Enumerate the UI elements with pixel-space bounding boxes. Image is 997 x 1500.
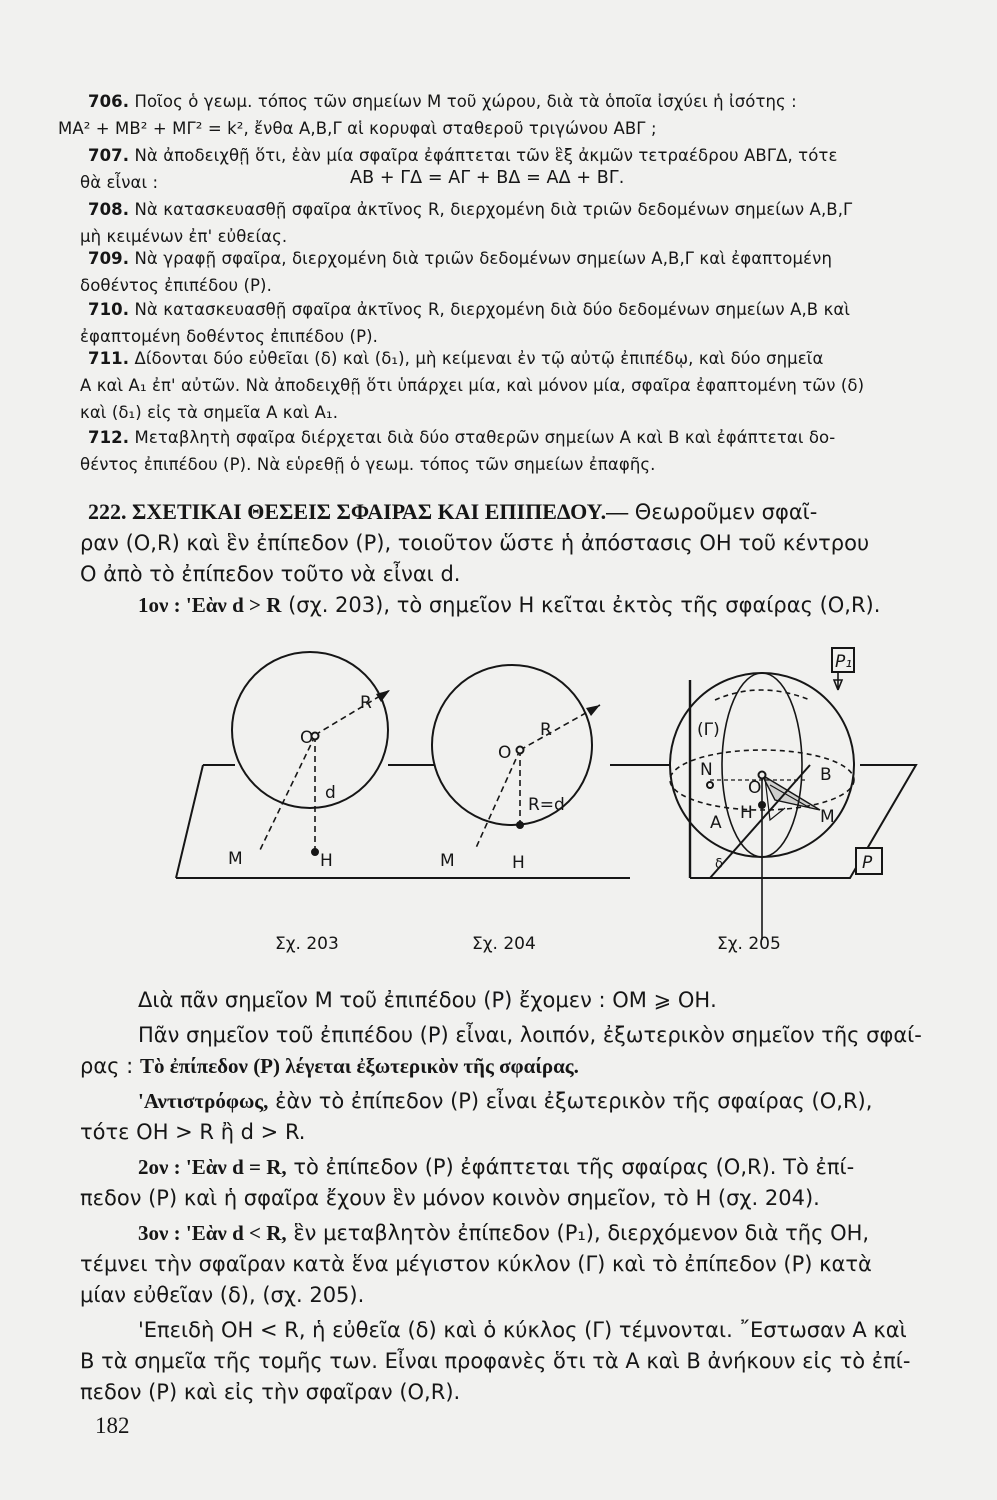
exercise-text: Νὰ κατασκευασθῇ σφαῖρα ἀκτῖνος R, διερχομένη διὰ τριῶν δεδομένων σημείων Α,Β,Γ	[134, 200, 853, 219]
paragraph-text: 'Επειδὴ ΟΗ < R, ἡ εὐθεῖα (δ) καὶ ὁ κύκλος (Γ) τέμνονται. ῎Εστωσαν Α καὶ	[138, 1318, 907, 1342]
fig205-label-p: P	[862, 853, 873, 873]
figure-205	[670, 648, 916, 940]
exercise-text: ἐφαπτομένη δοθέντος ἐπιπέδου (Ρ).	[80, 327, 378, 346]
exercise-number: 707.	[88, 146, 130, 165]
fig203-label-d: d	[325, 783, 336, 803]
paragraph-text: ἓν μεταβλητὸν ἐπίπεδον (Ρ₁), διερχόμενον διὰ τῆς ΟΗ,	[293, 1221, 870, 1245]
radius-arrow-204	[586, 705, 600, 716]
paragraph-text: Ο ἀπὸ τὸ ἐπίπεδον τοῦτο νὰ εἶναι d.	[80, 562, 461, 586]
exercise-text: μὴ κειμένων ἐπ' εὐθείας.	[80, 227, 288, 246]
exercise-text: Ποῖος ὁ γεωμ. τόπος τῶν σημείων Μ τοῦ χώρου, διὰ τὰ ὁποῖα ἰσχύει ἡ ἰσότης :	[134, 92, 797, 111]
paragraph-text: Θεωροῦμεν σφαῖ-	[634, 500, 818, 524]
fig204-label-h: H	[512, 853, 525, 873]
sphere-204	[432, 665, 592, 825]
exercise-text: θέντος ἐπιπέδου (Ρ). Νὰ εὑρεθῇ ὁ γεωμ. τόπος τῶν σημείων ἐπαφῆς.	[80, 455, 656, 474]
paragraph-text: Πᾶν σημεῖον τοῦ ἐπιπέδου (Ρ) εἶναι, λοιπόν, ἐξωτερικὸν σημεῖον τῆς σφαί-	[138, 1023, 922, 1047]
exercise-text: ΜΑ² + ΜΒ² + ΜΓ² = k², ἔνθα Α,Β,Γ αἱ κορυφαὶ σταθεροῦ τριγώνου ΑΒΓ ;	[58, 119, 657, 138]
om-line-203	[260, 736, 315, 850]
exercise-number: 708.	[88, 200, 130, 219]
fig203-label-m: M	[228, 849, 243, 869]
case-label: 3ον : 'Εὰν d < R,	[138, 1221, 287, 1245]
fig205-label-h: H	[740, 803, 753, 823]
paragraph-text: μίαν εὐθεῖαν (δ), (σχ. 205).	[80, 1283, 365, 1307]
point-n-205	[707, 782, 713, 788]
case-label: 2ον : 'Εὰν d = R,	[138, 1155, 287, 1179]
exercise-709	[80, 245, 960, 299]
exercise-710	[80, 296, 960, 350]
paragraph-text: ραν (Ο,R) καὶ ἓν ἐπίπεδον (Ρ), τοιοῦτον ὥστε ἡ ἀπόστασις ΟΗ τοῦ κέντρου	[80, 531, 870, 555]
exercise-number: 711.	[88, 349, 130, 368]
caption-fig-203: Σχ. 203	[275, 934, 339, 954]
formula: ΑΒ + ΓΔ = ΑΓ + ΒΔ = ΑΔ + ΒΓ.	[350, 168, 625, 188]
exercise-text: θὰ εἶναι :	[80, 173, 159, 192]
radius-line-204	[520, 705, 600, 750]
exercise-text: Νὰ γραφῇ σφαῖρα, διερχομένη διὰ τριῶν δεδομένων σημείων Α,Β,Γ καὶ ἐφαπτομένη	[134, 249, 832, 268]
exercise-number: 706.	[88, 92, 130, 111]
page-number: 182	[95, 1413, 130, 1438]
section-222	[80, 496, 960, 621]
paragraph-text: πεδον (Ρ) καὶ ἡ σφαῖρα ἔχουν ἓν μόνον κοινὸν σημεῖον, τὸ Η (σχ. 204).	[80, 1186, 820, 1210]
fig205-label-b: B	[820, 765, 832, 785]
fig204-label-o: O	[498, 743, 512, 763]
exercise-number: 712.	[88, 428, 130, 447]
exercise-number: 710.	[88, 300, 130, 319]
exercise-text: Νὰ κατασκευασθῇ σφαῖρα ἀκτῖνος R, διερχομένη διὰ δύο δεδομένων σημείων Α,Β καὶ	[134, 300, 851, 319]
fig205-label-o: O	[748, 778, 762, 798]
point-h-205	[759, 802, 765, 808]
om-line-204	[475, 750, 520, 850]
exercise-708	[80, 196, 960, 250]
exercise-text: Μεταβλητὴ σφαῖρα διέρχεται διὰ δύο σταθερῶν σημείων Α καὶ Β καὶ ἐφάπτεται δο-	[134, 428, 836, 447]
definition-bold: Τὸ ἐπίπεδον (Ρ) λέγεται ἐξωτερικὸν τῆς σφαίρας.	[139, 1054, 579, 1078]
exercise-706	[58, 88, 960, 142]
figure-203	[176, 652, 390, 878]
fig205-label-g: (Γ)	[697, 720, 720, 740]
paragraph-bold: 'Αντιστρόφως,	[138, 1089, 269, 1113]
point-h-204	[517, 822, 523, 828]
caption-fig-205: Σχ. 205	[717, 934, 781, 954]
paragraph-text: τέμνει τὴν σφαῖραν κατὰ ἕνα μέγιστον κύκλον (Γ) καὶ τὸ ἐπίπεδον (Ρ) κατὰ	[80, 1252, 872, 1276]
caption-fig-204: Σχ. 204	[472, 934, 536, 954]
case-label: 1ον : 'Εὰν d > R	[138, 593, 282, 617]
exercise-text: Νὰ ἀποδειχθῇ ὅτι, ἐὰν μία σφαῖρα ἐφάπτεται τῶν ἓξ ἀκμῶν τετραέδρου ΑΒΓΔ, τότε	[134, 146, 838, 165]
fig204-label-m: M	[440, 851, 455, 871]
plane-p1-trace	[715, 690, 810, 700]
fig205-label-n: N	[700, 760, 713, 780]
exercise-707	[80, 142, 960, 196]
fig203-label-o: O	[300, 728, 314, 748]
exercise-text: καὶ (δ₁) εἰς τὰ σημεῖα Α καὶ Α₁.	[80, 403, 339, 422]
fig205-label-m: M	[820, 807, 835, 827]
fig203-label-h: H	[320, 851, 333, 871]
exercise-text: δοθέντος ἐπιπέδου (Ρ).	[80, 276, 272, 295]
fig203-label-r: R	[360, 693, 372, 713]
paragraph-text: τότε ΟΗ > R ἢ d > R.	[80, 1120, 306, 1144]
paragraph-text: τὸ ἐπίπεδον (Ρ) ἐφάπτεται τῆς σφαίρας (Ο,R). Τὸ ἐπί-	[293, 1155, 855, 1179]
body-after-figures	[80, 985, 960, 1408]
paragraph-text: Β τὰ σημεῖα τῆς τομῆς των. Εἶναι προφανὲς ὅτι τὰ Α καὶ Β ἀνήκουν εἰς τὸ ἐπί-	[80, 1349, 911, 1373]
fig204-label-r: R	[540, 720, 552, 740]
paragraph-text: πεδον (Ρ) καὶ εἰς τὴν σφαῖραν (Ο,R).	[80, 1380, 461, 1404]
paragraph-text: ἐὰν τὸ ἐπίπεδον (Ρ) εἶναι ἐξωτερικὸν τῆς σφαίρας (Ο,R),	[275, 1089, 873, 1113]
exercise-text: Α καὶ Α₁ ἐπ' αὐτῶν. Νὰ ἀποδειχθῇ ὅτι ὑπάρχει μία, καὶ μόνον μία, σφαῖρα ἐφαπτομένη τῶν (δ)	[80, 376, 865, 395]
paragraph-text: (σχ. 203), τὸ σημεῖον Η κεῖται ἐκτὸς τῆς σφαίρας (Ο,R).	[288, 593, 881, 617]
exercise-711	[80, 345, 960, 426]
exercise-712	[80, 424, 960, 478]
figure-204	[270, 665, 670, 878]
fig205-label-p1: P₁	[835, 652, 853, 672]
plane-p-203	[176, 765, 270, 878]
exercise-number: 709.	[88, 249, 130, 268]
paragraph-text: Διὰ πᾶν σημεῖον Μ τοῦ ἐπιπέδου (Ρ) ἔχομεν : ΟΜ ⩾ ΟΗ.	[138, 988, 717, 1012]
paragraph-text: ρας :	[80, 1054, 134, 1078]
fig205-label-a: A	[710, 813, 722, 833]
fig204-label-rd: R=d	[528, 795, 565, 815]
point-h-203	[312, 849, 318, 855]
fig205-label-delta: δ	[715, 857, 723, 872]
exercise-text: Δίδονται δύο εὐθεῖαι (δ) καὶ (δ₁), μὴ κείμεναι ἐν τῷ αὐτῷ ἐπιπέδῳ, καὶ δύο σημεῖα	[134, 349, 824, 368]
figures-203-205	[170, 640, 930, 960]
section-heading: 222. ΣΧΕΤΙΚΑΙ ΘΕΣΕΙΣ ΣΦΑΙΡΑΣ ΚΑΙ ΕΠΙΠΕΔΟΥ.—	[88, 499, 629, 524]
center-o-204	[517, 747, 524, 754]
